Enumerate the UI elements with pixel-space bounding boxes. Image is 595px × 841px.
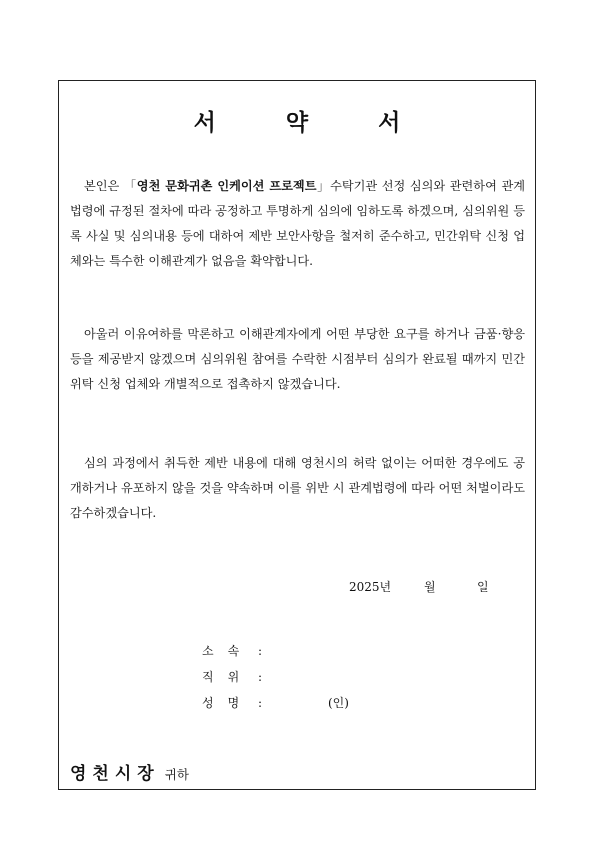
name-colon: : <box>258 696 263 710</box>
date-month: 월 <box>424 580 436 594</box>
title-char-3: 서 <box>378 110 401 136</box>
addressee-name: 영천시장 <box>70 764 160 784</box>
position-label: 직위 <box>202 670 254 684</box>
name-label: 성명 <box>202 696 254 710</box>
affiliation-colon: : <box>258 644 263 658</box>
position-colon: : <box>258 670 263 684</box>
title-char-1: 서 <box>193 110 216 136</box>
paragraph-pledge <box>70 174 525 274</box>
paragraph-confidentiality: 심의 과정에서 취득한 제반 내용에 대해 영천시의 허락 없이는 어떠한 경우에도 공개하거나 유포하지 않을 것을 약속하며 이를 위반 시 관계법령에 따라 어떤 처벌이라도 감수하겠습니다. <box>70 456 525 520</box>
paragraph-pledge-body: 」수탁기관 선정 심의와 관련하여 관계법령에 규정된 절차에 따라 공정하고 투명하게 심의에 임하도록 하겠으며, 심의위원 등록 사실 및 심의내용 등에 대하여 제반 보안사항을 철저히 준수하고, 민간위탁 신청 업체와는 특수한 이해관계가 없음을 확약합니다. <box>70 179 525 268</box>
affiliation-label: 소속 <box>202 644 254 658</box>
date-year: 2025년 <box>349 580 392 594</box>
document-title <box>58 104 536 137</box>
paragraph-no-contact: 아울러 이유여하를 막론하고 이해관계자에게 어떤 부당한 요구를 하거나 금품·향응 등을 제공받지 않겠으며 심의위원 참여를 수락한 시점부터 심의가 완료될 때까지 민간위탁 신청 업체와 개별적으로 접촉하지 않겠습니다. <box>70 327 525 391</box>
title-char-2: 약 <box>285 110 309 136</box>
project-name: 영천 문화귀촌 인케이션 프로젝트 <box>136 179 317 193</box>
addressee-suffix: 귀하 <box>164 767 189 782</box>
addressee <box>70 759 189 784</box>
paragraph-pledge-intro: 본인은 「 <box>84 179 137 193</box>
seal-mark: (인) <box>328 696 349 710</box>
signature-affiliation-row <box>202 642 270 659</box>
date-day: 일 <box>477 580 489 594</box>
signature-position-row <box>202 668 270 685</box>
signature-name-row <box>202 694 349 711</box>
